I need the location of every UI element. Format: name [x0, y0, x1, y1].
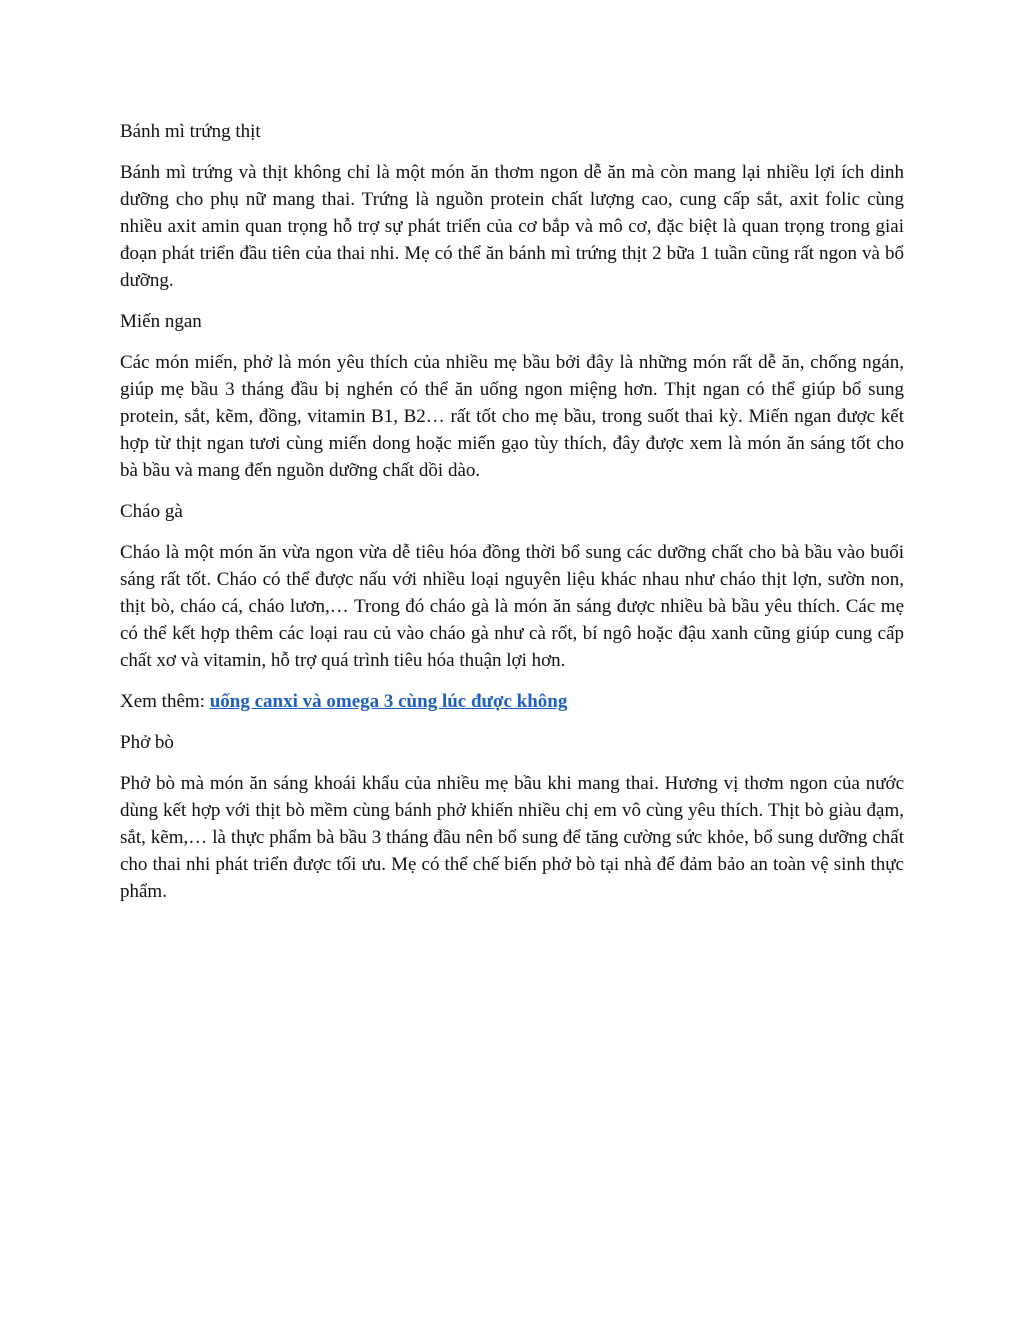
section-body-chao-ga: Cháo là một món ăn vừa ngon vừa dễ tiêu hóa đồng thời bổ sung các dưỡng chất cho bà bầu vào buổi sáng rất tốt. Cháo có thể được nấu với nhiều loại nguyên liệu khác nhau như cháo thịt lợn, sườn non, thịt bò, cháo cá, cháo lươn,… Trong đó cháo gà là món ăn sáng được nhiều bà bầu yêu thích. Các mẹ có thể kết hợp thêm các loại rau củ vào cháo gà như cà rốt, bí ngô hoặc đậu xanh cũng giúp cung cấp chất xơ và vitamin, hỗ trợ quá trình tiêu hóa thuận lợi hơn. [120, 542, 904, 671]
section-heading-chao-ga: Cháo gà [120, 501, 183, 522]
section-body-mien-ngan: Các món miến, phở là món yêu thích của nhiều mẹ bầu bởi đây là những món rất dễ ăn, chống ngán, giúp mẹ bầu 3 tháng đầu bị nghén có thể ăn uống ngon miệng hơn. Thịt ngan có thể giúp bổ sung protein, sắt, kẽm, đồng, vitamin B1, B2… rất tốt cho mẹ bầu, trong suốt thai kỳ. Miến ngan được kết hợp từ thịt ngan tươi cùng miến dong hoặc miến gạo tùy thích, đây được xem là món ăn sáng tốt cho bà bầu và mang đến nguồn dưỡng chất dồi dào. [120, 352, 904, 481]
document-page [120, 118, 904, 919]
section-heading-mien-ngan: Miến ngan [120, 311, 202, 332]
section-body-banh-mi: Bánh mì trứng và thịt không chỉ là một món ăn thơm ngon dễ ăn mà còn mang lại nhiều lợi ích dinh dưỡng cho phụ nữ mang thai. Trứng là nguồn protein chất lượng cao, cung cấp sắt, axit folic cùng nhiều axit amin quan trọng hỗ trợ sự phát triển của cơ bắp và mô cơ, đặc biệt là quan trọng trong giai đoạn phát triển đầu tiên của thai nhi. Mẹ có thể ăn bánh mì trứng thịt 2 bữa 1 tuần cũng rất ngon và bổ dưỡng. [120, 162, 904, 291]
see-also-link[interactable]: uống canxi và omega 3 cùng lúc được không [209, 691, 568, 712]
section-heading-pho-bo: Phở bò [120, 732, 174, 753]
see-also-prefix: Xem thêm: [120, 691, 210, 712]
see-also-line [120, 688, 904, 715]
section-heading-banh-mi: Bánh mì trứng thịt [120, 121, 261, 142]
section-body-pho-bo: Phở bò mà món ăn sáng khoái khẩu của nhiều mẹ bầu khi mang thai. Hương vị thơm ngon của nước dùng kết hợp với thịt bò mềm cùng bánh phở khiến nhiều chị em vô cùng yêu thích. Thịt bò giàu đạm, sắt, kẽm,… là thực phẩm bà bầu 3 tháng đầu nên bổ sung để tăng cường sức khỏe, bổ sung dưỡng chất cho thai nhi phát triển được tối ưu. Mẹ có thể chế biến phở bò tại nhà để đảm bảo an toàn vệ sinh thực phẩm. [120, 773, 904, 902]
